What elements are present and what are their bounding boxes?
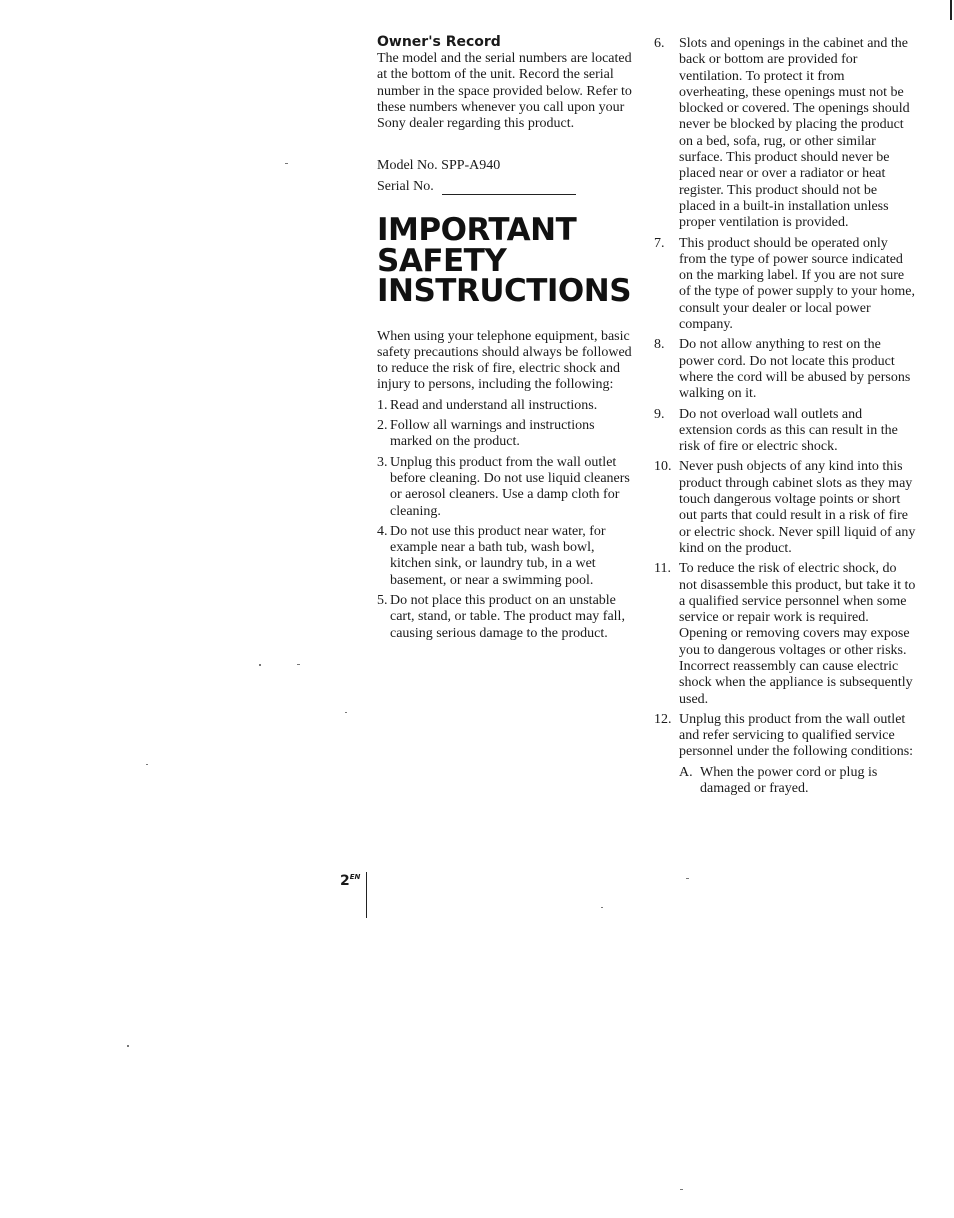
list-item bbox=[654, 236, 916, 334]
list-item bbox=[377, 398, 639, 414]
scan-speck bbox=[259, 664, 261, 666]
page-number-value: 2 bbox=[340, 873, 350, 889]
sub-item-text: When the power cord or plug is damaged or frayed. bbox=[700, 764, 878, 797]
item-number: 3. bbox=[377, 454, 388, 470]
owners-record-title: Owner's Record bbox=[377, 34, 501, 50]
list-item bbox=[377, 455, 639, 520]
scan-speck bbox=[686, 878, 689, 879]
list-item bbox=[377, 418, 639, 451]
right-column bbox=[654, 36, 916, 797]
heading-line-3: INSTRUCTIONS bbox=[377, 273, 632, 310]
page-number bbox=[340, 873, 360, 889]
scan-speck bbox=[345, 712, 347, 713]
list-item bbox=[654, 459, 916, 557]
sub-list-item bbox=[654, 765, 916, 798]
item-text: Read and understand all instructions. bbox=[390, 397, 598, 413]
item-text: Unplug this product from the wall outlet before cleaning. Do not use liquid cleaners or aerosol cleaners. Use a damp cloth for cleaning. bbox=[390, 454, 630, 519]
list-item bbox=[654, 36, 916, 232]
owners-record-text: The model and the serial numbers are located at the bottom of the unit. Record the serial number in the space provided below. Refer to these numbers whenever you call upon your Sony dealer regarding this product. bbox=[377, 51, 632, 132]
page-number-suffix: EN bbox=[349, 873, 361, 881]
item-number: 12. bbox=[654, 711, 672, 727]
item-text: Do not overload wall outlets and extension cords as this can result in the risk of fire or electric shock. bbox=[679, 406, 898, 455]
item-number: 5. bbox=[377, 593, 388, 609]
sub-item-letter: A. bbox=[679, 764, 693, 780]
item-text: Do not use this product near water, for example near a bath tub, wash bowl, kitchen sink, or laundry tub, in a wet basement, or near a swimming pool. bbox=[390, 523, 606, 588]
list-item bbox=[654, 337, 916, 402]
list-item bbox=[654, 712, 916, 761]
left-column bbox=[377, 34, 639, 642]
scan-speck bbox=[601, 907, 603, 908]
model-number: Model No. SPP-A940 bbox=[377, 158, 501, 174]
page-number-rule bbox=[366, 872, 367, 918]
item-number: 11. bbox=[654, 561, 671, 577]
item-number: 8. bbox=[654, 337, 665, 353]
safety-heading bbox=[377, 212, 639, 310]
item-text: Do not allow anything to rest on the power cord. Do not locate this product where the cord will be abused by persons walking on it. bbox=[679, 337, 911, 402]
item-text: This product should be operated only from the type of power source indicated on the marking label. If you are not sure of the type of power supply to your home, consult your dealer or local power company. bbox=[679, 235, 916, 333]
scan-speck bbox=[297, 664, 300, 665]
serial-label: Serial No. bbox=[377, 178, 434, 194]
item-number: 9. bbox=[654, 406, 665, 422]
serial-number-row bbox=[377, 179, 639, 195]
scan-speck bbox=[285, 163, 288, 164]
item-text: Unplug this product from the wall outlet and refer servicing to qualified service personnel under the following conditions: bbox=[679, 711, 914, 760]
item-text: To reduce the risk of electric shock, do not disassemble this product, but take it to a qualified service personnel when some service or repair work is required. Opening or removing covers may expose you to dangerous voltages or other risks. Incorrect reassembly can cause electric shock when the appliance is subsequently used. bbox=[679, 561, 916, 707]
item-number: 2. bbox=[377, 418, 388, 434]
serial-blank-line bbox=[442, 182, 576, 195]
page-edge-mark bbox=[950, 0, 952, 20]
intro-paragraph: When using your telephone equipment, basic safety precautions should always be followed to reduce the risk of fire, electric shock and injury to persons, including the following: bbox=[377, 328, 632, 393]
list-item bbox=[654, 407, 916, 456]
item-text: Follow all warnings and instructions marked on the product. bbox=[390, 418, 595, 450]
list-item bbox=[654, 561, 916, 708]
item-number: 7. bbox=[654, 235, 665, 251]
heading-line-2: SAFETY bbox=[377, 242, 507, 279]
list-item bbox=[377, 593, 639, 642]
item-number: 10. bbox=[654, 459, 672, 475]
scan-speck bbox=[680, 1189, 683, 1190]
item-number: 1. bbox=[377, 397, 388, 413]
item-number: 6. bbox=[654, 36, 665, 51]
item-number: 4. bbox=[377, 523, 388, 539]
scan-speck bbox=[127, 1045, 129, 1047]
item-text: Do not place this product on an unstable cart, stand, or table. The product may fall, causing serious damage to the product. bbox=[390, 593, 625, 641]
item-text: Slots and openings in the cabinet and the back or bottom are provided for ventilation. To protect it from overheating, these openings must not be blocked or covered. The openings should never be blocked by placing the product on a bed, sofa, rug, or other similar surface. This product should never be placed near or over a radiator or heat register. This product should not be placed in a built-in installation unless proper ventilation is provided. bbox=[679, 36, 910, 231]
list-item bbox=[377, 524, 639, 589]
heading-line-1: IMPORTANT bbox=[377, 212, 577, 249]
scan-speck bbox=[146, 764, 148, 765]
item-text: Never push objects of any kind into this product through cabinet slots as they may touch dangerous voltage points or short out parts that could result in a risk of fire or electric shock. Never spill liquid of any kind on the product. bbox=[679, 459, 916, 556]
